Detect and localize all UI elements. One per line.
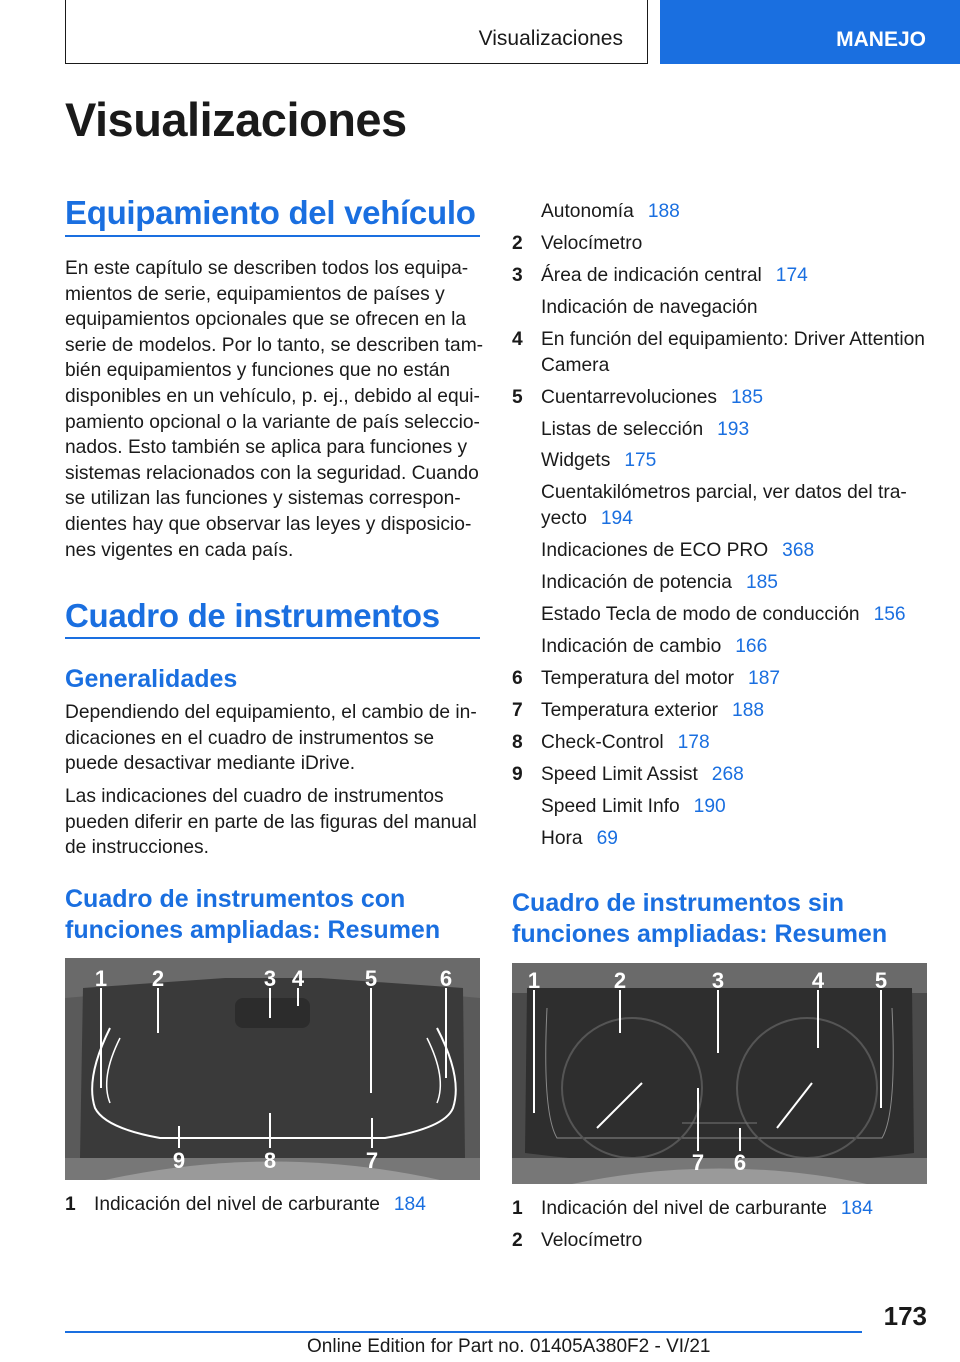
- legend-text: Speed Limit Assist: [541, 763, 698, 785]
- callout-9: 9: [172, 1148, 186, 1173]
- legend-number: 9: [512, 763, 523, 785]
- page-reference-link[interactable]: 178: [677, 731, 710, 753]
- paragraph-line: serie de modelos. Por lo tanto, se describen tam-: [65, 334, 484, 356]
- paragraph-line: pamiento opcional o la variante de país seleccio-: [65, 411, 480, 433]
- legend-text: Listas de selección: [541, 418, 704, 440]
- subheading-extended-cluster: [65, 884, 440, 946]
- paragraph-line: puede desactivar mediante iDrive.: [65, 753, 356, 775]
- legend-text: Velocímetro: [541, 232, 643, 254]
- subheading-general: Generalidades: [65, 665, 238, 693]
- page-reference-link[interactable]: 268: [711, 763, 744, 785]
- paragraph-line: En este capítulo se describen todos los equipa-: [65, 258, 469, 279]
- callout-1: 1: [527, 968, 541, 993]
- legend-item: [512, 570, 932, 596]
- legend-item: [512, 538, 932, 564]
- callout-6: 6: [733, 1150, 747, 1175]
- legend-item: [512, 327, 932, 378]
- legend-text: Área de indicación central: [541, 264, 762, 286]
- legend-list-left: [65, 1192, 485, 1224]
- paragraph-line: disponibles en un vehículo, p. ej., debido al equi-: [65, 385, 480, 407]
- page-reference-link[interactable]: 69: [596, 827, 618, 849]
- paragraph-line: Dependiendo del equipamiento, el cambio de in-: [65, 702, 477, 723]
- legend-text: Check-Control: [541, 731, 664, 753]
- legend-text: Widgets: [541, 450, 611, 472]
- callout-1: 1: [94, 966, 108, 991]
- equipment-paragraph: [65, 256, 485, 563]
- page-reference-link[interactable]: 184: [393, 1194, 426, 1215]
- legend-item: [512, 666, 932, 692]
- paragraph-line: de instrucciones.: [65, 837, 209, 859]
- callout-8: 8: [263, 1148, 277, 1173]
- callout-6: 6: [439, 966, 453, 991]
- cluster-illustration: [512, 963, 927, 1184]
- legend-item: [512, 385, 932, 411]
- callout-7: 7: [691, 1150, 705, 1175]
- subheading-basic-cluster: [512, 888, 887, 950]
- legend-item: [512, 263, 932, 289]
- paragraph-line: mientos de serie, equipamientos de países y: [65, 283, 445, 305]
- legend-text: Indicación del nivel de carburante: [94, 1194, 380, 1215]
- legend-text: Cuentarrevoluciones: [541, 386, 717, 408]
- callout-2: 2: [613, 968, 627, 993]
- subheading-line: funciones ampliadas: Resumen: [512, 920, 888, 948]
- paragraph-line: Las indicaciones del cuadro de instrumentos: [65, 786, 444, 807]
- page-reference-link[interactable]: 156: [873, 604, 906, 626]
- legend-text: Indicación de navegación: [541, 296, 758, 318]
- legend-number: 5: [512, 386, 523, 408]
- paragraph-line: se utilizan las funciones y sistemas correspon-: [65, 488, 461, 510]
- legend-item: [512, 199, 932, 225]
- heading-rule: [65, 637, 480, 639]
- legend-item: [512, 448, 932, 474]
- legend-number: 2: [512, 232, 523, 254]
- page-reference-link[interactable]: 193: [717, 418, 750, 440]
- callout-7: 7: [365, 1148, 379, 1173]
- legend-item: [512, 1228, 932, 1254]
- section-heading-instrument-cluster: Cuadro de instrumentos: [65, 597, 440, 634]
- footer-edition: Online Edition for Part no. 01405A380F2 - VI/21: [307, 1336, 711, 1357]
- page-reference-link[interactable]: 188: [647, 201, 680, 222]
- legend-text: Velocímetro: [541, 1229, 643, 1251]
- legend-number: 1: [512, 1198, 523, 1219]
- legend-item: [512, 295, 932, 321]
- page-number: 173: [883, 1301, 927, 1331]
- legend-list-right: [512, 199, 932, 858]
- paragraph-line: dientes hay que observar las leyes y disposicio-: [65, 513, 472, 535]
- subheading-line: funciones ampliadas: Resumen: [65, 916, 441, 944]
- page-reference-link[interactable]: 185: [731, 386, 764, 408]
- legend-text: Hora: [541, 827, 583, 849]
- paragraph-line: nes vigentes en cada país.: [65, 539, 294, 561]
- page-reference-link[interactable]: 190: [693, 795, 726, 817]
- legend-number: 8: [512, 731, 523, 753]
- page-reference-link[interactable]: 184: [840, 1198, 873, 1219]
- legend-text: Estado Tecla de modo de conducción: [541, 604, 860, 626]
- paragraph-line: sistemas relacionados con la seguridad. Cuando: [65, 462, 479, 484]
- legend-number: 3: [512, 264, 523, 286]
- legend-list-basic: [512, 1196, 932, 1260]
- legend-text: Autonomía: [541, 201, 634, 222]
- legend-item: [512, 730, 932, 756]
- page-reference-link[interactable]: 194: [600, 508, 633, 530]
- callout-4: 4: [811, 968, 825, 993]
- legend-item: [512, 794, 932, 820]
- legend-number: 6: [512, 667, 523, 689]
- paragraph-line: nados. Esto también se aplica para funciones y: [65, 437, 468, 459]
- heading-rule: [65, 235, 480, 237]
- header-section-title: Visualizaciones: [478, 27, 623, 50]
- legend-number: 7: [512, 699, 523, 721]
- legend-number: 1: [65, 1194, 76, 1215]
- legend-item: [512, 634, 932, 660]
- section-heading-equipment: Equipamiento del vehículo: [65, 194, 476, 231]
- legend-text: Temperatura del motor: [541, 667, 735, 689]
- paragraph-line: bién equipamientos y funciones que no están: [65, 360, 451, 382]
- figure-extended-cluster: [65, 958, 480, 1180]
- legend-text: Temperatura exterior: [541, 699, 719, 721]
- legend-item: [512, 417, 932, 443]
- general-paragraph-1: [65, 700, 485, 777]
- figure-basic-cluster: [512, 963, 927, 1184]
- page-reference-link[interactable]: 174: [775, 264, 808, 286]
- legend-text: Indicación de cambio: [541, 636, 722, 657]
- callout-5: 5: [874, 968, 888, 993]
- footer-rule: [65, 1331, 862, 1333]
- legend-number: 4: [512, 328, 523, 350]
- page-title: Visualizaciones: [65, 93, 407, 146]
- subheading-line: Cuadro de instrumentos con: [65, 885, 406, 913]
- paragraph-line: dicaciones en el cuadro de instrumentos se: [65, 727, 435, 749]
- legend-item: [512, 762, 932, 788]
- paragraph-line: pueden diferir en parte de las figuras del manual: [65, 811, 477, 833]
- page-reference-link[interactable]: 185: [745, 572, 778, 594]
- subheading-line: Cuadro de instrumentos sin: [512, 889, 844, 917]
- page-reference-link[interactable]: 175: [624, 450, 657, 472]
- legend-item: [65, 1192, 485, 1218]
- page-reference-link[interactable]: 166: [735, 636, 768, 657]
- legend-item: [512, 231, 932, 257]
- legend-text: Cuentakilómetros parcial, ver datos del tra- yecto: [541, 482, 907, 530]
- callout-2: 2: [151, 966, 165, 991]
- header-chapter-tab[interactable]: [660, 0, 960, 64]
- legend-text: Indicación de potencia: [541, 572, 732, 594]
- legend-text: En función del equipamiento: Driver Attention Camera: [541, 328, 925, 376]
- legend-item: [512, 480, 932, 531]
- legend-item: [512, 698, 932, 724]
- page-reference-link[interactable]: 368: [782, 540, 815, 562]
- page-reference-link[interactable]: 188: [732, 699, 765, 721]
- header-section-box: [65, 0, 648, 64]
- legend-number: 2: [512, 1229, 523, 1251]
- callout-5: 5: [364, 966, 378, 991]
- callout-3: 3: [263, 966, 277, 991]
- page-reference-link[interactable]: 187: [748, 667, 781, 689]
- legend-item: [512, 826, 932, 852]
- legend-text: Indicación del nivel de carburante: [541, 1198, 827, 1219]
- legend-text: Speed Limit Info: [541, 795, 680, 817]
- legend-item: [512, 1196, 932, 1222]
- header-chapter-label: MANEJO: [836, 28, 926, 51]
- paragraph-line: equipamientos opcionales que se ofrecen en la: [65, 309, 467, 331]
- legend-item: [512, 602, 932, 628]
- callout-3: 3: [711, 968, 725, 993]
- legend-text: Indicaciones de ECO PRO: [541, 540, 769, 562]
- cluster-illustration: [65, 958, 480, 1180]
- callout-4: 4: [291, 966, 305, 991]
- general-paragraph-2: [65, 784, 485, 861]
